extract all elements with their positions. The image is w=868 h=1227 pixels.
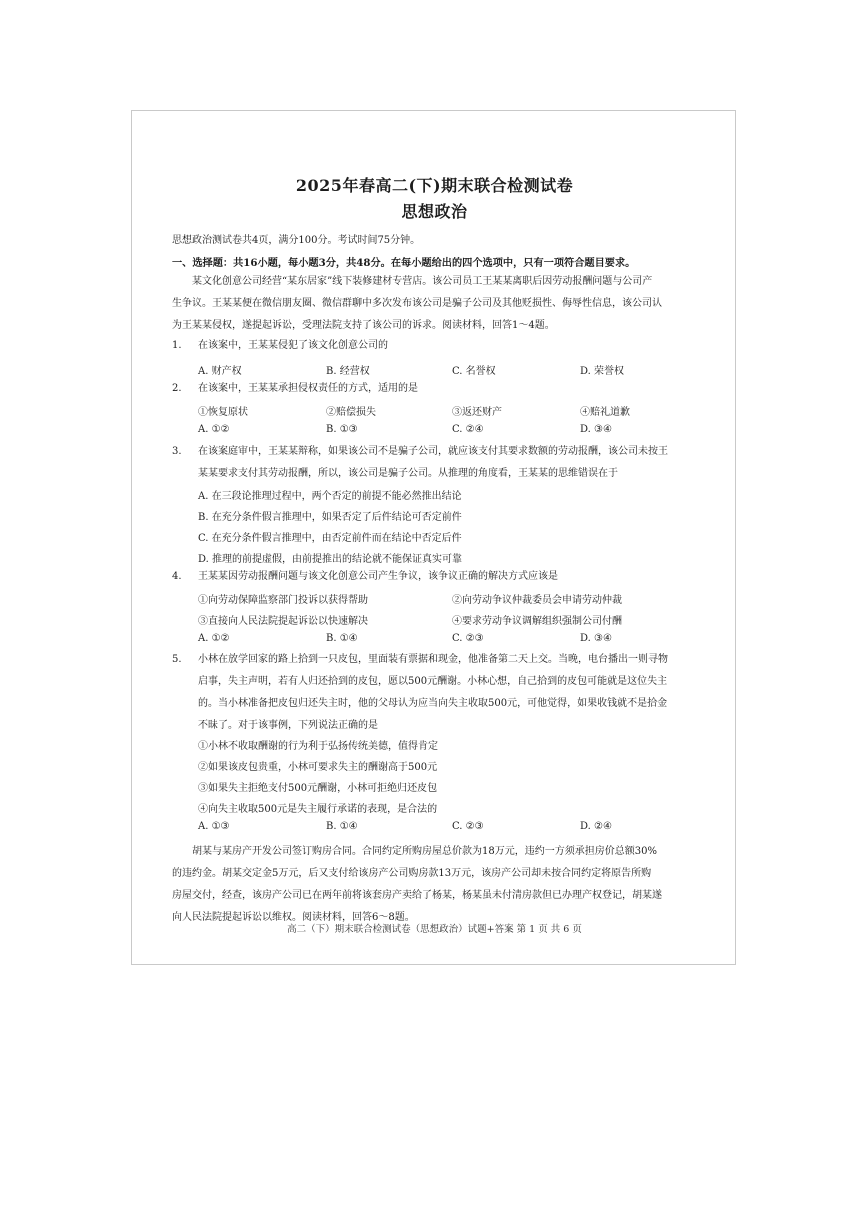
option-d: D. ③④ xyxy=(580,633,612,644)
stem-line: 在该案中，王某某承担侵权责任的方式，适用的是 xyxy=(198,383,418,394)
statement-2: ②如果该皮包贵重，小林可要求失主的酬谢高于500元 xyxy=(198,762,438,773)
question-number: 4. xyxy=(172,571,182,582)
exam-title: 2025年春高二(下)期末联合检测试卷 xyxy=(295,176,574,195)
exam-intro: 思想政治测试卷共4页，满分100分。考试时间75分钟。 xyxy=(172,235,421,246)
stem-line: 在该案庭审中，王某某辩称，如果该公司不是骗子公司，就应该支付其要求数额的劳动报酬，该公司未按王 xyxy=(198,446,668,457)
option-a: A. 在三段论推理过程中，两个否定的前提不能必然推出结论 xyxy=(198,491,462,502)
question-number: 1. xyxy=(172,340,182,351)
option-c: C. 名誉权 xyxy=(452,366,496,377)
statement-1: ①小林不收取酬谢的行为利于弘扬传统美德，值得肯定 xyxy=(198,741,438,752)
statement-2: ②赔偿损失 xyxy=(326,407,376,418)
question-stem xyxy=(198,441,726,485)
option-d: D. ③④ xyxy=(580,424,612,435)
stem-line: 启事，失主声明，若有人归还拾到的皮包，愿以500元酬谢。小林心想，自己拾到的皮包可能就是这位失主 xyxy=(198,676,668,687)
stem-line: 某某要求支付其劳动报酬，所以，该公司是骗子公司。从推理的角度看，王某某的思维错误在于 xyxy=(198,468,618,479)
material-line: 为王某某侵权，遂提起诉讼，受理法院支持了该公司的诉求。阅读材料，回答1～4题。 xyxy=(172,320,555,331)
option-a: A. ①③ xyxy=(198,821,230,832)
question-stem xyxy=(198,649,726,737)
material-line: 胡某与某房产开发公司签订购房合同。合同约定所购房屋总价款为18万元，违约一方须承担房价总额30% xyxy=(192,846,657,857)
material-2 xyxy=(172,841,728,929)
statement-1: ①向劳动保障监察部门投诉以获得帮助 xyxy=(198,595,368,606)
material-line: 房屋交付，经查，该房产公司已在两年前将该套房产卖给了杨某，杨某虽未付清房款但已办理产权登记，胡某遂 xyxy=(172,890,662,901)
stem-line: 王某某因劳动报酬问题与该文化创意公司产生争议，该争议正确的解决方式应该是 xyxy=(198,571,558,582)
question-stem xyxy=(198,566,726,588)
statement-4: ④要求劳动争议调解组织强制公司付酬 xyxy=(452,616,622,627)
statement-3: ③直接向人民法院提起诉讼以快速解决 xyxy=(198,616,368,627)
material-1 xyxy=(172,271,728,337)
statement-2: ②向劳动争议仲裁委员会申请劳动仲裁 xyxy=(452,595,622,606)
option-d: D. 推理的前提虚假，由前提推出的结论就不能保证真实可靠 xyxy=(198,554,463,565)
material-line: 向人民法院提起诉讼以维权。阅读材料，回答6～8题。 xyxy=(172,912,415,923)
exam-page xyxy=(131,110,736,965)
material-line: 生争议。王某某便在微信朋友圈、微信群聊中多次发布该公司是骗子公司及其他贬损性、侮辱性信息，该公司认 xyxy=(172,298,662,309)
option-c: C. 在充分条件假言推理中，由否定前件而在结论中否定后件 xyxy=(198,533,462,544)
option-b: B. 经营权 xyxy=(326,366,370,377)
option-d: D. 荣誉权 xyxy=(580,366,625,377)
option-b: B. 在充分条件假言推理中，如果否定了后件结论可否定前件 xyxy=(198,512,462,523)
statement-3: ③如果失主拒绝支付500元酬谢，小林可拒绝归还皮包 xyxy=(198,783,438,794)
statement-1: ①恢复原状 xyxy=(198,407,248,418)
stem-line: 在该案中，王某某侵犯了该文化创意公司的 xyxy=(198,340,388,351)
statement-4: ④向失主收取500元是失主履行承诺的表现，是合法的 xyxy=(198,804,438,815)
material-line: 某文化创意公司经营“某东居家”线下装修建材专营店。该公司员工王某某离职后因劳动报酬问题与公司产 xyxy=(192,276,653,287)
statement-4: ④赔礼道歉 xyxy=(580,407,630,418)
question-number: 2. xyxy=(172,383,182,394)
option-b: B. ①④ xyxy=(326,821,358,832)
exam-subject: 思想政治 xyxy=(401,202,468,221)
question-stem xyxy=(198,378,726,400)
question-stem xyxy=(198,335,726,357)
option-a: A. ①② xyxy=(198,424,230,435)
option-b: B. ①④ xyxy=(326,633,358,644)
question-number: 5. xyxy=(172,654,182,665)
option-b: B. ①③ xyxy=(326,424,358,435)
page-footer: 高二（下）期末联合检测试卷（思想政治）试题+答案 第 1 页 共 6 页 xyxy=(287,924,582,935)
stem-line: 的。当小林准备把皮包归还失主时，他的父母认为应当向失主收取500元，可他觉得，如果收钱就不是拾金 xyxy=(198,698,668,709)
material-line: 的违约金。胡某交定金5万元，后又支付给该房产公司购房款13万元，该房产公司却未按合同约定将原告所购 xyxy=(172,868,652,879)
option-a: A. 财产权 xyxy=(198,366,242,377)
option-c: C. ②③ xyxy=(452,821,484,832)
stem-line: 小林在放学回家的路上拾到一只皮包，里面装有票据和现金，他准备第二天上交。当晚，电台播出一则寻物 xyxy=(198,654,668,665)
option-c: C. ②④ xyxy=(452,424,484,435)
stem-line: 不昧了。对于该事例，下列说法正确的是 xyxy=(198,720,378,731)
section-heading: 一、选择题：共16小题，每小题3分，共48分。在每小题给出的四个选项中，只有一项符合题目要求。 xyxy=(172,257,636,269)
option-d: D. ②④ xyxy=(580,821,612,832)
statement-3: ③返还财产 xyxy=(452,407,502,418)
option-c: C. ②③ xyxy=(452,633,484,644)
option-a: A. ①② xyxy=(198,633,230,644)
question-number: 3. xyxy=(172,446,182,457)
